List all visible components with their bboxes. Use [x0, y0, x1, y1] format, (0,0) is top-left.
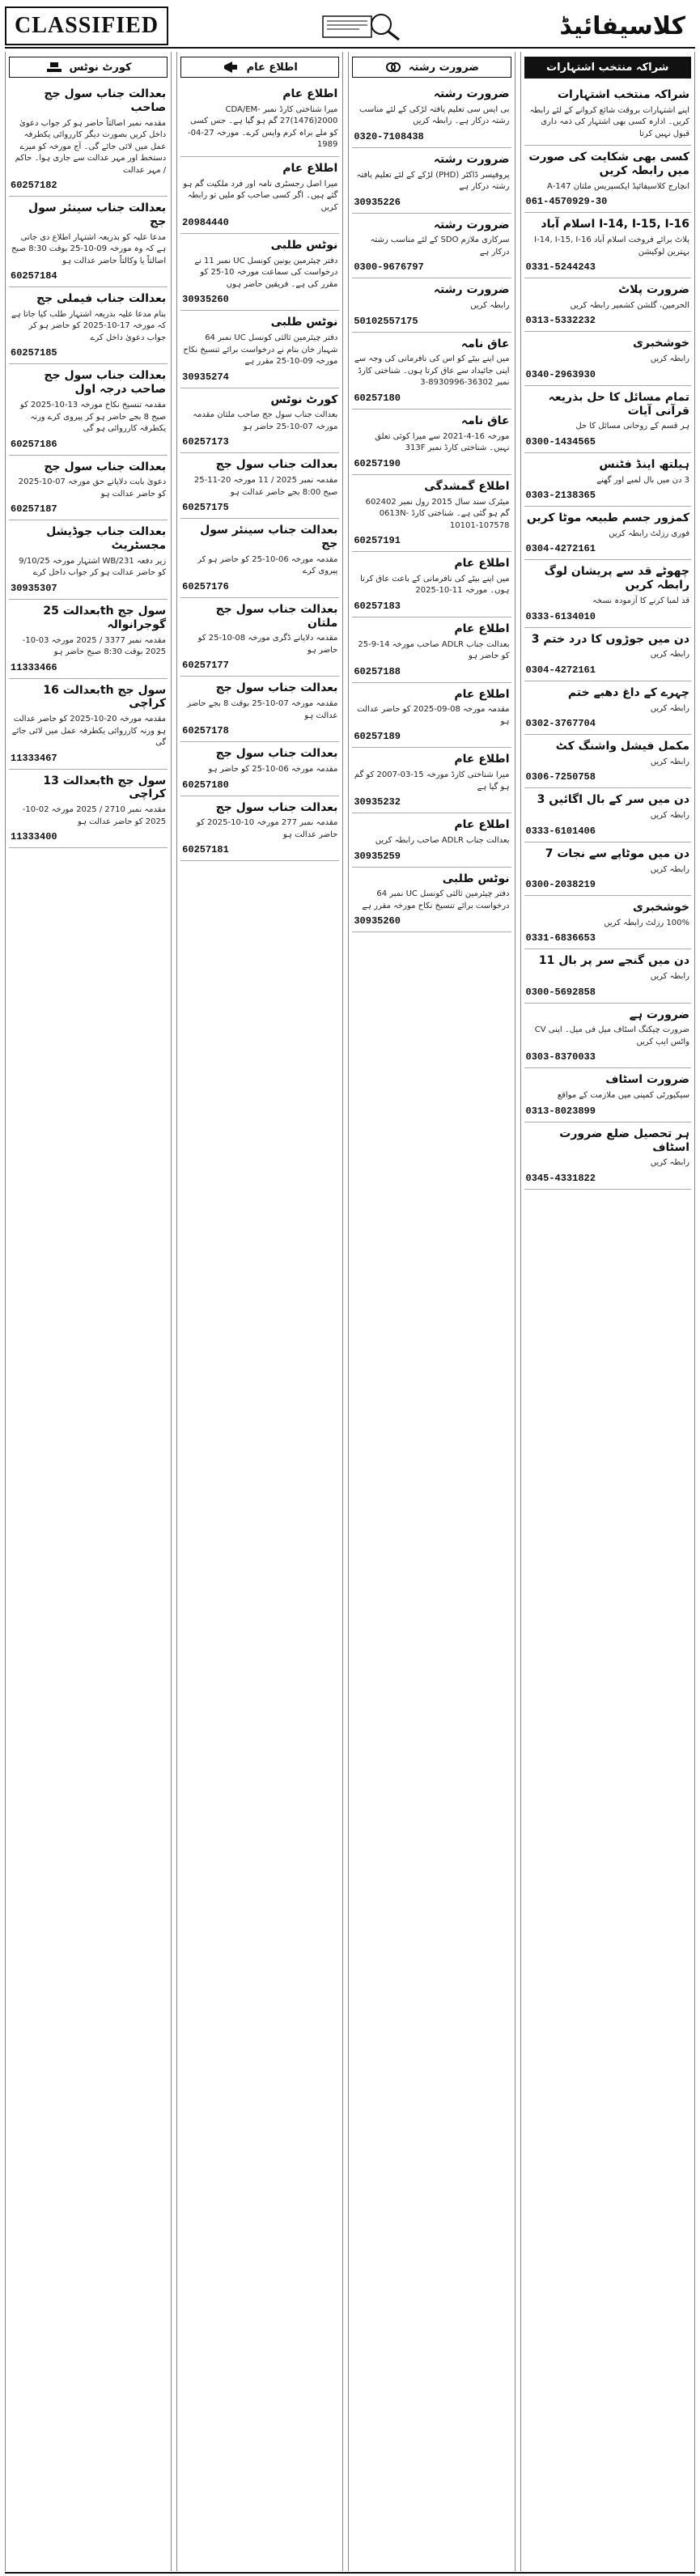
classified-ad: [9, 770, 168, 849]
rings-icon: [384, 61, 402, 74]
ad-body: میرا اصل رجسٹری نامہ اور فرد ملکیت گم ہو گئے ہیں۔ اگر کسی صاحب کو ملیں تو رابطہ کریں: [183, 179, 338, 212]
ad-body: دفتر چیئرمین ثالثی کونسل UC نمبر 64 درخواست برائے تنسیخ نکاح مورخہ مقرر ہے: [362, 889, 510, 910]
ad-phone: 30935260: [354, 915, 401, 927]
ad-phone: 0300-9676797: [354, 261, 424, 274]
ad-title: خوشخبری: [633, 337, 690, 350]
ad-body: سیکیورٹی کمپنی میں ملازمت کے مواقع: [557, 1091, 690, 1101]
classified-ad: [352, 214, 511, 279]
ad-phone: 0333-6101406: [525, 825, 596, 837]
ad-title: بعدالت 13th سول جج کراچی: [43, 774, 167, 801]
classified-ad: [9, 364, 168, 455]
column-heading-label: اطلاع عام: [246, 61, 298, 74]
ad-title: نوٹس طلبی: [270, 239, 338, 253]
ad-title: بعدالت جناب سول جج: [215, 458, 338, 472]
ad-title: نوٹس طلبی: [270, 316, 338, 329]
ad-phone: 0304-4272161: [525, 664, 596, 676]
ad-title: اطلاع عام: [454, 753, 510, 766]
ad-phone: 60257189: [354, 731, 401, 743]
ad-body: مقدمہ مورخہ 06-10-25 کو حاضر ہو: [208, 765, 338, 774]
ad-title: کمزور جسم طبیعہ موٹا کریں: [526, 511, 690, 525]
ad-phone: 60257190: [354, 457, 401, 469]
classified-ad: [180, 796, 339, 862]
ad-body: رابطہ کریں: [650, 811, 690, 821]
ad-title: شراکہ منتخب اشتہارات: [557, 88, 690, 101]
ad-body: مقدمہ دلاپانے ڈگری مورخہ 08-10-25 کو حاضر ہو: [197, 634, 338, 655]
page-footer-rule: [5, 2572, 695, 2574]
ad-body: میٹرک سند سال 2015 رول نمبر 602402 گم ہو گئی ہے۔ شناختی کارڈ 0613N-10101-107578: [365, 497, 510, 530]
classified-ad: [9, 456, 168, 521]
newspaper-illustration-icon: [311, 8, 408, 44]
ad-body: رابطہ کریں: [650, 650, 690, 660]
ad-title: 3 دن میں جوڑوں کا درد ختم: [531, 632, 690, 646]
ad-title: 3 دن میں سر کے بال اگائیں: [537, 793, 690, 807]
ad-phone: 60257178: [182, 725, 229, 737]
ad-phone: 60257180: [354, 392, 401, 404]
column-general-notices: [176, 52, 343, 2571]
ad-title: 11 دن میں گنجے سر پر بال: [538, 954, 690, 968]
ad-title: کسی بھی شکایت کی صورت میں رابطہ کریں: [528, 151, 690, 178]
ad-phone: 0303-8370033: [525, 1051, 596, 1063]
ad-body: پروفیسر ڈاکٹر (PHD) لڑکے کے لئے تعلیم یافتہ رشتہ درکار ہے: [356, 170, 510, 192]
ad-title: اطلاع عام: [454, 818, 510, 832]
ad-body: انچارج کلاسیفائیڈ ایکسپریس ملتان 147-A: [546, 181, 690, 191]
classified-ad: [180, 157, 339, 234]
ad-body: مقدمہ مورخہ 20-10-2025 کو حاضر عدالت ہو ورنہ کارروائی یکطرفہ عمل میں لائی جائے گی: [11, 715, 167, 748]
ad-phone: 60257191: [354, 535, 401, 547]
ad-phone: 30935226: [354, 196, 401, 208]
ad-title: مکمل فیشل واشنگ کٹ: [555, 740, 690, 753]
ad-phone: 0313-8023899: [525, 1105, 596, 1117]
classified-ad: [352, 410, 511, 475]
ad-body: فوری رزلٹ رابطہ کریں: [609, 528, 690, 538]
classified-ad: [524, 628, 692, 681]
classified-ad: [9, 83, 168, 197]
ad-body: سرکاری ملازم SDO کے لئے مناسب رشتہ درکار ہے: [370, 236, 510, 257]
column-heading-label: ضرورت رشتہ: [408, 61, 479, 74]
ad-title: بعدالت جناب فیملی جج: [36, 292, 167, 306]
classified-ad: [524, 83, 692, 146]
ad-body: مقدمہ مورخہ 07-10-25 بوقت 8 بجے حاضر عدالت ہو: [187, 699, 338, 720]
classified-ad: [524, 1122, 692, 1190]
ad-phone: 30935232: [354, 796, 401, 808]
ad-title: نوٹس طلبی: [442, 872, 510, 885]
ad-body: الحرمین، گلشن کشمیر رابطہ کریں: [570, 300, 690, 310]
classified-ad: [352, 683, 511, 749]
ad-title: ضرورت رشتہ: [433, 218, 510, 231]
ads-list: [180, 83, 339, 861]
classified-ad: [352, 617, 511, 683]
title-urdu: کلاسیفائیڈ: [559, 11, 685, 40]
ad-phone: 11333467: [11, 752, 57, 764]
classified-ad: [524, 332, 692, 385]
ad-phone: 0340-2963930: [525, 368, 596, 380]
ad-title: کورٹ نوٹس: [270, 393, 338, 406]
ad-title: ضرورت رشتہ: [433, 283, 510, 297]
ad-title: ضرورت رشتہ: [433, 152, 510, 166]
ad-body: رابطہ کریں: [650, 972, 690, 982]
column-rishta: [348, 52, 515, 2571]
ad-title: بعدالت جناب سول جج: [44, 460, 167, 473]
column-heading: شراکہ منتخب اشتہارات: [524, 57, 692, 79]
ad-title: اطلاع عام: [454, 557, 510, 571]
ad-phone: 60257188: [354, 665, 401, 677]
ad-body: مورخہ 16-4-2021 سے میرا کوئی تعلق نہیں۔ شناختی کارڈ نمبر 313F: [375, 431, 510, 453]
classified-ad: [352, 148, 511, 214]
page-header: [5, 5, 695, 49]
ad-title: ہر تحصیل ضلع ضرورت اسٹاف: [559, 1127, 690, 1154]
ad-body: 3 دن میں بال لمبے اور گھنے: [596, 475, 690, 485]
ad-body: رابطہ کریں: [650, 757, 690, 766]
classified-ad: [524, 1004, 692, 1069]
ad-phone: 0313-5332232: [525, 315, 596, 327]
ad-phone: 0345-4331822: [525, 1172, 596, 1184]
ad-phone: 60257185: [11, 347, 57, 359]
ad-phone: 0300-5692858: [525, 986, 596, 998]
ad-title: بعدالت جناب سول جج: [215, 800, 338, 814]
classified-ad: [180, 83, 339, 157]
classified-ad: [524, 213, 692, 278]
classified-ad: [9, 600, 168, 679]
classified-ad: [352, 333, 511, 410]
ad-body: اپنے اشتہارات بروقت شائع کروانے کے لئے رابطہ کریں۔ ادارہ کسی بھی اشتہار کی ذمہ داری قبول نہیں کرتا: [529, 105, 690, 138]
ad-body: میرا شناختی کارڈ نمبر CDA/EM-27(1476)2000 گم ہو گیا ہے۔ جس کسی کو ملے براہ کرم واپس کرے۔ مورخہ 27-04-1989: [188, 104, 338, 150]
ad-body: مقدمہ نمبر 2710 / 2025 مورخہ 02-10-2025 کو حاضر عدالت ہو: [22, 805, 167, 826]
classified-ad: [352, 552, 511, 617]
classified-ad: [524, 896, 692, 949]
ad-title: ضرورت پلاٹ: [618, 283, 690, 297]
ad-title: تمام مسائل کا حل بذریعہ قرآنی آیات: [548, 390, 690, 418]
ad-title: چہرے کے داغ دھبے ختم: [567, 685, 690, 699]
ad-title: بعدالت 25th سول جج گوجرانوالہ: [43, 604, 167, 631]
ad-phone: 30935307: [11, 582, 57, 594]
ad-title: عاق نامہ: [460, 337, 510, 350]
classified-ad: [180, 388, 339, 454]
ad-body: دفتر چیئرمین ثالثی کونسل UC نمبر 64 شہباز خان بنام نے درخواست برائے تنسیخ نکاح مورخہ 09-10-25 مقرر ہے: [183, 333, 338, 367]
ad-title: اطلاع عام: [454, 622, 510, 635]
ad-body: بنام مدعا علیہ بذریعہ اشتہار طلب کیا جاتا ہے کہ مورخہ 17-10-2025 کو حاضر ہو کر جواب دعویٰ داخل کرے: [11, 309, 167, 342]
ad-body: رابطہ کریں: [650, 1158, 690, 1168]
ad-phone: 061-4570929-30: [525, 196, 608, 208]
classified-ad: [524, 278, 692, 332]
ad-body: بعدالت جناب ADLR صاحب مورخہ 14-9-25 کو حاضر ہو: [358, 639, 510, 661]
classified-ad: [524, 842, 692, 896]
classified-ad: [352, 813, 511, 867]
classified-ad: [524, 735, 692, 788]
ad-body: بعدالت جناب سول جج صاحب ملتان مقدمہ مورخہ 07-10-25 حاضر ہو: [193, 410, 338, 431]
ad-title: چھوٹے قد سے پریشان لوگ رابطہ کریں: [544, 565, 690, 592]
ad-phone: 60257186: [11, 438, 57, 450]
ad-body: رابطہ کریں: [650, 354, 690, 364]
ad-phone: 20984440: [182, 217, 229, 229]
ad-body: دعویٰ بابت دلاپانے حق مورخہ 07-10-2025 کو حاضر عدالت ہو: [18, 477, 167, 499]
ad-body: مقدمہ نمبر 277 مورخہ 10-10-2025 کو حاضر عدالت ہو: [196, 818, 338, 839]
classified-ad: [9, 520, 168, 600]
ad-phone: 60257181: [182, 844, 229, 856]
ad-title: عاق نامہ: [460, 414, 510, 427]
classified-ad: [180, 519, 339, 598]
ads-list: [524, 83, 692, 1190]
ad-body: مقدمہ مورخہ 06-10-25 کو حاضر ہو کر پیروی کرے: [197, 554, 338, 576]
classified-ad: [524, 788, 692, 842]
classified-ad: [524, 453, 692, 507]
ad-body: مقدمہ نمبر 3377 / 2025 مورخہ 03-10-2025 بوقت 8:30 صبح حاضر ہو: [22, 635, 167, 657]
ad-phone: 0306-7250758: [525, 771, 596, 783]
classified-ad: [352, 278, 511, 332]
classified-ad: [9, 197, 168, 287]
ad-phone: 60257177: [182, 660, 229, 672]
ad-phone: 30935274: [182, 371, 229, 383]
ad-body: میں اپنے بیٹے کو اس کی نافرمانی کی وجہ سے اپنی جائیداد سے عاق کرتا ہوں۔ شناختی کارڈ نمبر 36302-8930996-3: [354, 354, 510, 388]
ad-body: پلاٹ برائے فروخت اسلام آباد I-14, I-15, I-16 بہترین لوکیشن: [534, 236, 690, 257]
ad-title: اطلاع عام: [454, 687, 510, 701]
ad-phone: 0300-2038219: [525, 879, 596, 891]
ad-body: مقدمہ تنسیخ نکاح مورخہ 13-10-2025 کو صبح 8 بجے حاضر ہو کر پیروی کرے ورنہ یکطرفہ کارروائی ہو گی: [19, 401, 167, 434]
classified-ad: [524, 386, 692, 453]
ad-phone: 0303-2138365: [525, 490, 596, 502]
ad-title: ضرورت ہے: [629, 1008, 690, 1021]
ad-phone: 50102557175: [354, 315, 418, 327]
classified-ad: [524, 560, 692, 627]
ad-title: اطلاع گمشدگی: [424, 479, 510, 493]
ads-list: [352, 83, 511, 932]
ad-body: زیر دفعہ 231/WB اشتہار مورخہ 9/10/25 کو حاضر عدالت ہو کر جواب داخل کرے: [19, 556, 167, 578]
classified-ad: [180, 311, 339, 388]
ad-body: میرا شناختی کارڈ مورخہ 15-03-2007 کو گم ہو گیا ہے: [354, 770, 510, 791]
ad-phone: 30935259: [354, 850, 401, 862]
ad-body: میں اپنے بیٹے کی نافرمانی کے باعث عاق کرتا ہوں۔ مورخہ 11-10-2025: [360, 574, 510, 596]
ad-body: ضرورت چیکنگ اسٹاف میل فی میل۔ اپنی CV واٹس ایپ کریں: [534, 1025, 690, 1046]
classified-ad: [9, 679, 168, 770]
ad-body: رابطہ کریں: [470, 301, 510, 311]
ad-body: رابطہ کریں: [650, 703, 690, 713]
ad-phone: 0320-7108438: [354, 130, 424, 142]
ad-body: رابطہ کریں: [650, 864, 690, 874]
ad-body: مقدمہ نمبر 2025 / 11 مورخہ 20-11-25 صبح 8:00 بجے حاضر عدالت ہو: [193, 476, 338, 497]
ad-phone: 0300-1434565: [525, 435, 596, 448]
classified-ad: [9, 287, 168, 364]
column-heading: [9, 57, 168, 78]
classified-ad: [524, 681, 692, 735]
column-heading: [352, 57, 511, 78]
ad-phone: 0302-3767704: [525, 718, 596, 730]
classified-ad: [180, 453, 339, 519]
classified-ad: [524, 1068, 692, 1122]
ad-body: مقدمہ نمبر اصالتاً حاضر ہو کر جواب دعویٰ داخل کریں بصورت دیگر کارروائی یکطرفہ عمل میں لائی جائے گی۔ آج مورخہ کو میرے دستخط اور مہر عدالت سے جاری ہوا۔ حاکم / مہر عدالت: [15, 118, 167, 175]
ad-title: بعدالت جناب سول جج ملتان: [215, 602, 338, 630]
columns-container: [5, 52, 695, 2571]
ad-title: ضرورت رشتہ: [433, 87, 510, 100]
column-heading: [180, 57, 339, 78]
classified-ad: [180, 677, 339, 742]
ad-body: دفتر چیئرمین یونین کونسل UC نمبر 11 نے درخواست کی سماعت مورخہ 10-25 کو مقرر کی ہے۔ فریقین حاضر ہوں: [194, 256, 338, 289]
ad-body: 100% رزلٹ رابطہ کریں: [604, 918, 690, 927]
megaphone-icon: [223, 61, 240, 74]
ad-phone: 30935260: [182, 294, 229, 306]
ad-body: مدعا علیہ کو بذریعہ اشتہار اطلاع دی جاتی ہے کہ وہ مورخہ 09-10-25 بوقت 8:30 صبح اصالتاً یا وکالتاً حاضر عدالت ہو: [11, 232, 167, 265]
classified-ad: [524, 507, 692, 560]
ad-title: بعدالت جناب سول جج صاحب درجہ اول: [44, 369, 167, 397]
ad-title: ضرورت اسٹاف: [605, 1073, 690, 1087]
ad-phone: 0333-6134010: [525, 610, 596, 622]
classified-ad: [352, 83, 511, 148]
column-court-notices: [5, 52, 172, 2571]
ad-phone: 60257176: [182, 580, 229, 592]
ad-phone: 0331-6836653: [525, 932, 596, 944]
column-selected-ads: [520, 52, 696, 2571]
classified-ad: [524, 949, 692, 1003]
ad-phone: 0331-5244243: [525, 261, 596, 274]
ad-phone: 60257183: [354, 600, 401, 612]
ad-title: ہیلتھ اینڈ فٹنس: [599, 457, 690, 471]
ad-title: بعدالت جناب سینئر سول جج: [200, 524, 338, 551]
ads-list: [9, 83, 168, 848]
ad-title: بعدالت جناب سول جج: [215, 681, 338, 695]
ad-title: بعدالت جناب سول جج صاحب: [44, 87, 167, 114]
ad-body: بی ایس سی تعلیم یافتہ لڑکی کے لئے مناسب رشتہ درکار ہے۔ رابطہ کریں: [359, 104, 510, 126]
classified-ad: [180, 742, 339, 796]
ad-title: خوشخبری: [633, 901, 690, 915]
ad-title: اطلاع عام: [282, 161, 338, 175]
title-english: CLASSIFIED: [5, 6, 168, 45]
ad-phone: 60257184: [11, 270, 57, 282]
classified-ad: [352, 748, 511, 813]
ad-phone: 11333400: [11, 831, 57, 843]
ad-title: اطلاع عام: [282, 87, 338, 100]
ad-title: 7 دن میں موٹاپے سے نجات: [545, 847, 690, 860]
ad-phone: 60257180: [182, 779, 229, 791]
ad-phone: 60257175: [182, 502, 229, 514]
ad-body: مقدمہ مورخہ 08-09-2025 کو حاضر عدالت ہو: [357, 705, 510, 726]
ad-title: بعدالت جناب جوڈیشل مجسٹریٹ: [46, 525, 167, 553]
ad-title: بعدالت جناب سول جج: [215, 747, 338, 761]
ad-phone: 60257187: [11, 503, 57, 516]
classified-ad: [352, 868, 511, 933]
ad-body: بعدالت جناب ADLR صاحب رابطہ کریں: [375, 836, 510, 846]
ad-title: اسلام آباد I-14, I-15, I-16: [541, 218, 690, 231]
classified-ad: [352, 475, 511, 552]
ad-body: ہر قسم کے روحانی مسائل کا حل: [575, 422, 690, 431]
ad-title: بعدالت 16th سول جج کراچی: [43, 683, 167, 711]
classified-ad: [180, 234, 339, 311]
ad-phone: 60257173: [182, 436, 229, 448]
column-heading-label: کورٹ نوٹس: [69, 61, 132, 74]
gavel-icon: [45, 61, 63, 74]
classified-ad: [180, 598, 339, 677]
ad-phone: 60257182: [11, 180, 57, 192]
ad-body: قد لمبا کرنے کا آزمودہ نسخہ: [592, 596, 690, 606]
ad-title: بعدالت جناب سینئر سول جج: [28, 202, 167, 228]
ad-phone: 11333466: [11, 661, 57, 673]
ad-phone: 0304-4272161: [525, 543, 596, 555]
classified-ad: [524, 146, 692, 213]
